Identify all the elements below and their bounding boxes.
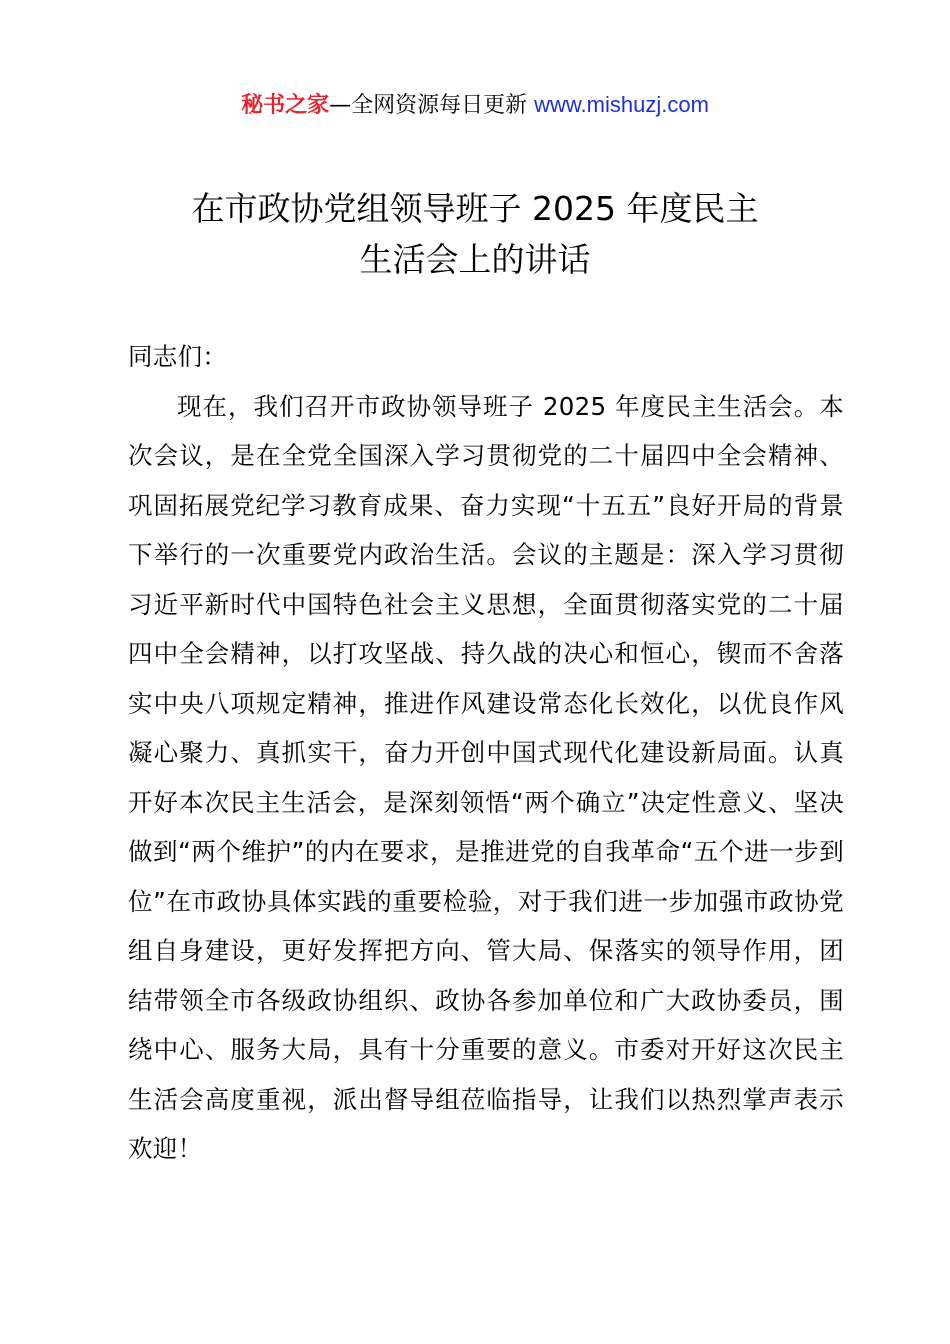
title-line-1: 在市政协党组领导班子 2025 年度民主 (191, 189, 759, 228)
salutation: 同志们： (128, 342, 228, 371)
document-title (0, 183, 950, 285)
title-line-2: 生活会上的讲话 (359, 240, 591, 279)
brand-name: 秘书之家 (241, 93, 330, 118)
header-tagline: —全网资源每日更新 (329, 93, 528, 118)
site-url-link[interactable]: www.mishuzj.com (534, 92, 709, 117)
body-paragraph: 现在，我们召开市政协领导班子 2025 年度民主生活会。本次会议，是在全党全国深入学习贯彻党的二十届四中全会精神、巩固拓展党纪学习教育成果、奋力实现“十五五”良好开局的背景下举行的一次重要党内政治生活。会议的主题是：深入学习贯彻习近平新时代中国特色社会主义思想，全面贯彻落实党的二十届四中全会精神，以打攻坚战、持久战的决心和恒心，锲而不舍落实中央八项规定精神，推进作风建设常态化长效化，以优良作风凝心聚力、真抓实干，奋力开创中国式现代化建设新局面。认真开好本次民主生活会，是深刻领悟“两个确立”决定性意义、坚决做到“两个维护”的内在要求，是推进党的自我革命“五个进一步到位”在市政协具体实践的重要检验，对于我们进一步加强市政协党组自身建设，更好发挥把方向、管大局、保落实的领导作用，团结带领全市各级政协组织、政协各参加单位和广大政协委员，围绕中心、服务大局，具有十分重要的意义。市委对开好这次民主生活会高度重视，派出督导组莅临指导，让我们以热烈掌声表示欢迎！ (128, 391, 844, 1163)
document-body (128, 332, 844, 1174)
site-header (0, 88, 950, 123)
